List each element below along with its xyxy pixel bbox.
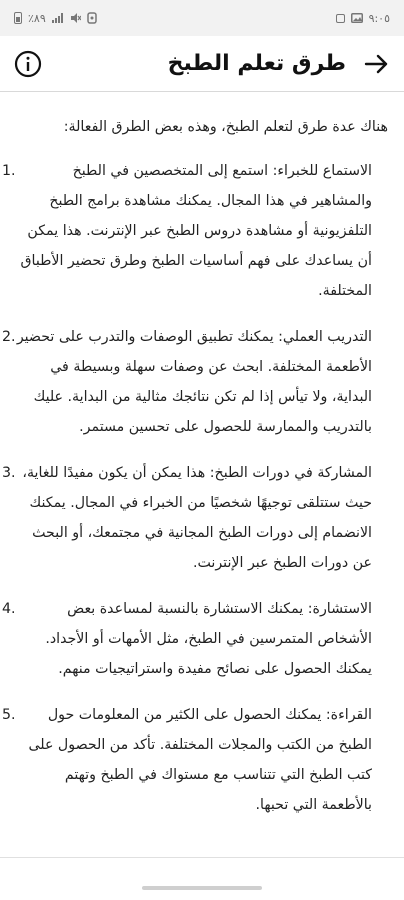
item-number: 4. [2, 601, 16, 617]
methods-list [2, 156, 388, 820]
item-text: التدريب العملي: يمكنك تطبيق الوصفات والتدرب على تحضير الأطعمة المختلفة. ابحث عن وصفات سهلة وبسيطة في البداية، ولا تيأس إذا لم تكن نتائجك مثالية من البداية. عليك بالتدريب والممارسة للحصول على تحسين مستمر. [16, 329, 372, 435]
wifi-icon [87, 12, 97, 24]
list-item [2, 322, 388, 442]
gesture-nav-handle[interactable] [142, 886, 262, 890]
item-text: الاستشارة: يمكنك الاستشارة بالنسبة لمساعدة بعض الأشخاص المتمرسين في الطبخ، مثل الأمهات أو الأجداد. يمكنك الحصول على نصائح مفيدة واستراتيجيات منهم. [45, 601, 372, 677]
image-icon [351, 13, 363, 23]
signal-icon [52, 13, 64, 23]
app-bar [0, 36, 404, 92]
intro-text: هناك عدة طرق لتعلم الطبخ، وهذه بعض الطرق الفعالة: [63, 119, 388, 135]
item-text: القراءة: يمكنك الحصول على الكثير من المعلومات حول الطبخ من الكتب والمجلات المختلفة. تأكد من الحصول على كتب الطبخ التي تتناسب مع مستواك في الطبخ وتهتم بالأطعمة التي تحبها. [28, 707, 372, 813]
content-area[interactable] [0, 92, 404, 858]
status-left [14, 12, 97, 25]
info-button[interactable] [12, 48, 44, 80]
status-time: ٩:٠٥ [368, 11, 390, 25]
list-item [2, 700, 388, 820]
status-right [336, 12, 390, 25]
mute-icon [70, 13, 81, 23]
item-number: 3. [2, 465, 16, 481]
back-button[interactable] [360, 48, 392, 80]
item-number: 2. [2, 329, 16, 345]
battery-icon [14, 12, 22, 24]
item-text: المشاركة في دورات الطبخ: هذا يمكن أن يكون مفيدًا للغاية، حيث ستتلقى توجيهًا شخصيًا من الخبراء في المجال. يمكنك الانضمام إلى دورات الطبخ المجانية في مجتمعك، أو البحث عن دورات الطبخ عبر الإنترنت. [22, 465, 372, 571]
item-number: 5. [2, 707, 16, 723]
item-text: الاستماع للخبراء: استمع إلى المتخصصين في الطبخ والمشاهير في هذا المجال. يمكنك مشاهدة برامج الطبخ التلفزيونية أو مشاهدة دروس الطبخ عبر الإنترنت. هذا يمكن أن يساعدك على فهم أساسيات الطبخ وطرق تحضير الأطباق المختلفة. [20, 163, 372, 299]
battery-level: ٪٨٩ [28, 11, 46, 25]
square-icon [336, 14, 345, 23]
arrow-right-icon [362, 50, 390, 78]
item-number: 1. [2, 163, 16, 179]
info-icon [14, 50, 42, 78]
bottom-bar [0, 857, 404, 900]
page-title: طرق تعلم الطبخ [167, 51, 346, 76]
status-bar [0, 0, 404, 36]
list-item [2, 458, 388, 578]
list-item [2, 594, 388, 684]
list-item [2, 156, 388, 306]
